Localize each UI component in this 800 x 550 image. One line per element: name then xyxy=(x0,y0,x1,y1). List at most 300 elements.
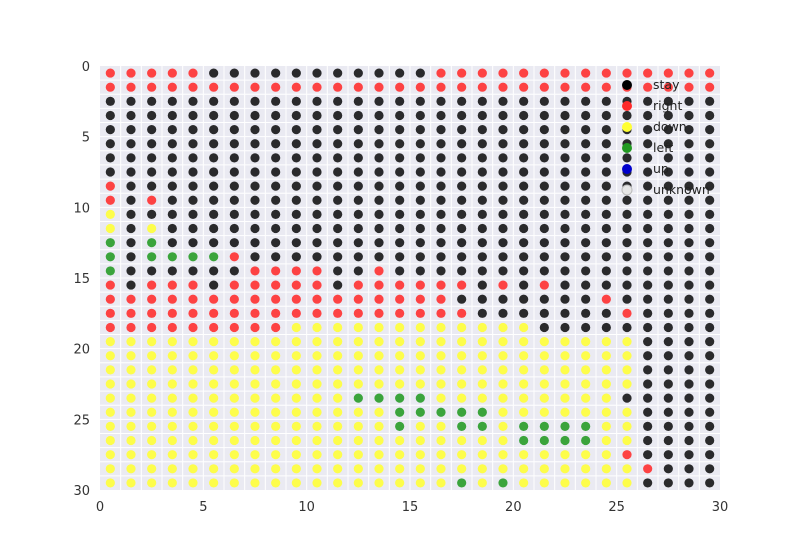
point-right xyxy=(354,280,363,289)
point-down xyxy=(147,365,156,374)
point-stay xyxy=(126,252,135,261)
point-down xyxy=(333,337,342,346)
point-stay xyxy=(292,153,301,162)
point-stay xyxy=(519,125,528,134)
point-stay xyxy=(333,139,342,148)
point-stay xyxy=(664,379,673,388)
point-stay xyxy=(250,196,259,205)
point-down xyxy=(188,379,197,388)
point-stay xyxy=(684,210,693,219)
point-right xyxy=(436,295,445,304)
point-stay xyxy=(354,167,363,176)
point-down xyxy=(416,478,425,487)
point-stay xyxy=(188,182,197,191)
point-stay xyxy=(622,238,631,247)
point-stay xyxy=(705,422,714,431)
point-right xyxy=(106,295,115,304)
point-stay xyxy=(664,309,673,318)
point-right xyxy=(209,295,218,304)
point-right xyxy=(168,280,177,289)
y-tick-label: 5 xyxy=(81,130,90,146)
point-stay xyxy=(602,238,611,247)
point-stay xyxy=(498,153,507,162)
point-stay xyxy=(498,196,507,205)
point-stay xyxy=(643,450,652,459)
point-stay xyxy=(395,252,404,261)
point-stay xyxy=(560,182,569,191)
point-down xyxy=(374,323,383,332)
point-stay xyxy=(230,111,239,120)
point-right xyxy=(436,280,445,289)
point-down xyxy=(540,450,549,459)
point-down xyxy=(333,408,342,417)
point-stay xyxy=(560,125,569,134)
point-down xyxy=(416,450,425,459)
point-right xyxy=(106,196,115,205)
point-stay xyxy=(250,210,259,219)
point-right xyxy=(292,309,301,318)
point-right xyxy=(643,83,652,92)
point-stay xyxy=(209,210,218,219)
point-stay xyxy=(374,111,383,120)
point-down xyxy=(106,478,115,487)
point-stay xyxy=(602,323,611,332)
point-stay xyxy=(664,196,673,205)
point-stay xyxy=(457,295,466,304)
point-stay xyxy=(602,309,611,318)
point-down xyxy=(602,450,611,459)
point-left xyxy=(354,394,363,403)
point-stay xyxy=(705,436,714,445)
point-stay xyxy=(126,238,135,247)
point-stay xyxy=(705,196,714,205)
point-left xyxy=(457,422,466,431)
point-stay xyxy=(354,97,363,106)
point-stay xyxy=(664,238,673,247)
point-stay xyxy=(498,238,507,247)
point-down xyxy=(271,464,280,473)
point-down xyxy=(333,379,342,388)
point-right xyxy=(250,323,259,332)
point-stay xyxy=(560,238,569,247)
point-stay xyxy=(436,210,445,219)
point-stay xyxy=(457,252,466,261)
point-right xyxy=(395,295,404,304)
x-tick-label: 0 xyxy=(95,500,105,515)
point-left xyxy=(395,422,404,431)
point-down xyxy=(312,422,321,431)
point-stay xyxy=(560,167,569,176)
point-down xyxy=(581,408,590,417)
point-down xyxy=(602,436,611,445)
point-down xyxy=(498,436,507,445)
x-tick-label: 25 xyxy=(608,500,625,515)
point-right xyxy=(168,295,177,304)
point-stay xyxy=(643,365,652,374)
point-stay xyxy=(209,238,218,247)
point-stay xyxy=(188,266,197,275)
point-stay xyxy=(395,153,404,162)
point-down xyxy=(312,450,321,459)
point-down xyxy=(436,450,445,459)
point-down xyxy=(271,408,280,417)
point-stay xyxy=(602,224,611,233)
point-down xyxy=(209,464,218,473)
point-right xyxy=(126,83,135,92)
point-left xyxy=(106,266,115,275)
point-left xyxy=(581,436,590,445)
point-stay xyxy=(478,125,487,134)
x-tick-label: 20 xyxy=(505,500,522,515)
point-stay xyxy=(540,182,549,191)
point-down xyxy=(312,464,321,473)
point-left xyxy=(416,394,425,403)
point-down xyxy=(333,351,342,360)
point-down xyxy=(209,394,218,403)
point-right xyxy=(312,83,321,92)
point-stay xyxy=(478,266,487,275)
point-stay xyxy=(292,125,301,134)
point-right xyxy=(374,309,383,318)
point-stay xyxy=(271,238,280,247)
point-down xyxy=(602,351,611,360)
point-down xyxy=(540,394,549,403)
point-stay xyxy=(374,252,383,261)
point-down xyxy=(168,379,177,388)
point-stay xyxy=(643,408,652,417)
point-stay xyxy=(684,97,693,106)
point-down xyxy=(622,365,631,374)
point-down xyxy=(416,323,425,332)
point-stay xyxy=(333,111,342,120)
point-right xyxy=(560,68,569,77)
point-down xyxy=(560,464,569,473)
point-right xyxy=(622,309,631,318)
point-stay xyxy=(168,125,177,134)
point-stay xyxy=(250,224,259,233)
point-down xyxy=(374,379,383,388)
point-stay xyxy=(271,252,280,261)
point-stay xyxy=(333,68,342,77)
point-down xyxy=(271,422,280,431)
point-right xyxy=(147,323,156,332)
point-right xyxy=(333,295,342,304)
point-down xyxy=(312,394,321,403)
point-stay xyxy=(209,68,218,77)
point-down xyxy=(519,464,528,473)
point-down xyxy=(581,478,590,487)
point-right xyxy=(147,295,156,304)
point-down xyxy=(230,351,239,360)
point-stay xyxy=(230,210,239,219)
point-down xyxy=(168,337,177,346)
point-stay xyxy=(374,210,383,219)
point-stay xyxy=(478,309,487,318)
point-stay xyxy=(436,125,445,134)
point-down xyxy=(250,365,259,374)
point-stay xyxy=(602,153,611,162)
point-down xyxy=(188,436,197,445)
point-stay xyxy=(312,97,321,106)
point-stay xyxy=(643,379,652,388)
point-stay xyxy=(478,210,487,219)
point-stay xyxy=(581,167,590,176)
point-stay xyxy=(478,182,487,191)
point-stay xyxy=(684,280,693,289)
point-down xyxy=(106,337,115,346)
point-down xyxy=(457,323,466,332)
point-left xyxy=(457,478,466,487)
point-stay xyxy=(560,196,569,205)
point-down xyxy=(478,394,487,403)
point-stay xyxy=(664,408,673,417)
point-stay xyxy=(374,125,383,134)
point-stay xyxy=(519,224,528,233)
point-stay xyxy=(560,323,569,332)
point-stay xyxy=(395,111,404,120)
point-down xyxy=(478,323,487,332)
point-stay xyxy=(333,182,342,191)
legend-marker-down xyxy=(622,122,632,132)
point-stay xyxy=(581,238,590,247)
point-stay xyxy=(622,111,631,120)
point-stay xyxy=(416,139,425,148)
point-down xyxy=(457,464,466,473)
point-stay xyxy=(540,153,549,162)
point-stay xyxy=(664,394,673,403)
point-stay xyxy=(560,153,569,162)
point-stay xyxy=(354,210,363,219)
point-stay xyxy=(705,323,714,332)
point-stay xyxy=(374,182,383,191)
point-stay xyxy=(560,224,569,233)
point-down xyxy=(147,408,156,417)
point-stay xyxy=(684,224,693,233)
point-stay xyxy=(643,337,652,346)
point-down xyxy=(581,394,590,403)
point-right xyxy=(498,280,507,289)
point-stay xyxy=(684,365,693,374)
point-stay xyxy=(581,97,590,106)
point-stay xyxy=(354,111,363,120)
point-stay xyxy=(436,153,445,162)
point-down xyxy=(519,394,528,403)
point-down xyxy=(581,337,590,346)
point-down xyxy=(602,337,611,346)
point-stay xyxy=(643,309,652,318)
point-right xyxy=(230,309,239,318)
point-stay xyxy=(540,323,549,332)
point-stay xyxy=(705,379,714,388)
point-right xyxy=(540,83,549,92)
point-stay xyxy=(395,182,404,191)
point-down xyxy=(374,422,383,431)
point-down xyxy=(478,450,487,459)
point-stay xyxy=(498,182,507,191)
point-stay xyxy=(581,280,590,289)
point-down xyxy=(126,436,135,445)
point-right xyxy=(188,323,197,332)
point-down xyxy=(168,422,177,431)
point-down xyxy=(416,464,425,473)
point-right xyxy=(354,83,363,92)
point-stay xyxy=(333,153,342,162)
point-down xyxy=(602,394,611,403)
point-stay xyxy=(230,139,239,148)
point-stay xyxy=(106,111,115,120)
point-down xyxy=(312,379,321,388)
point-down xyxy=(168,436,177,445)
point-stay xyxy=(333,125,342,134)
point-left xyxy=(209,252,218,261)
y-tick-label: 20 xyxy=(73,342,90,358)
point-stay xyxy=(602,196,611,205)
point-stay xyxy=(333,266,342,275)
point-left xyxy=(436,408,445,417)
point-stay xyxy=(602,167,611,176)
point-stay xyxy=(374,238,383,247)
point-stay xyxy=(622,394,631,403)
point-down xyxy=(250,351,259,360)
legend-marker-stay xyxy=(622,80,632,90)
point-stay xyxy=(478,252,487,261)
point-stay xyxy=(581,266,590,275)
point-stay xyxy=(684,478,693,487)
point-right xyxy=(684,83,693,92)
point-stay xyxy=(333,280,342,289)
point-right xyxy=(106,68,115,77)
point-stay xyxy=(457,153,466,162)
point-stay xyxy=(540,224,549,233)
point-stay xyxy=(684,422,693,431)
point-stay xyxy=(395,97,404,106)
point-stay xyxy=(581,111,590,120)
point-down xyxy=(622,436,631,445)
point-down xyxy=(622,478,631,487)
point-right xyxy=(354,295,363,304)
point-down xyxy=(395,351,404,360)
point-right xyxy=(188,295,197,304)
point-stay xyxy=(498,139,507,148)
point-stay xyxy=(684,238,693,247)
point-down xyxy=(333,464,342,473)
point-down xyxy=(147,224,156,233)
point-down xyxy=(478,337,487,346)
point-stay xyxy=(188,196,197,205)
point-stay xyxy=(478,97,487,106)
point-right xyxy=(168,323,177,332)
point-down xyxy=(622,379,631,388)
point-stay xyxy=(540,266,549,275)
y-tick-label: 0 xyxy=(81,60,90,75)
point-left xyxy=(478,422,487,431)
point-right xyxy=(292,83,301,92)
point-left xyxy=(519,422,528,431)
point-down xyxy=(333,323,342,332)
point-down xyxy=(622,351,631,360)
point-down xyxy=(126,394,135,403)
point-stay xyxy=(271,153,280,162)
point-down xyxy=(106,450,115,459)
point-stay xyxy=(168,224,177,233)
point-stay xyxy=(354,224,363,233)
point-down xyxy=(560,408,569,417)
point-right xyxy=(168,83,177,92)
point-down xyxy=(209,365,218,374)
point-right xyxy=(416,83,425,92)
point-right xyxy=(519,83,528,92)
point-stay xyxy=(416,97,425,106)
point-stay xyxy=(292,252,301,261)
point-down xyxy=(147,450,156,459)
point-right xyxy=(106,323,115,332)
point-right xyxy=(147,68,156,77)
point-stay xyxy=(147,97,156,106)
x-tick-label: 30 xyxy=(711,500,729,515)
point-down xyxy=(519,379,528,388)
point-down xyxy=(354,450,363,459)
point-down xyxy=(498,323,507,332)
point-stay xyxy=(705,295,714,304)
point-stay xyxy=(188,125,197,134)
point-down xyxy=(292,351,301,360)
point-right xyxy=(478,83,487,92)
point-stay xyxy=(705,280,714,289)
point-stay xyxy=(622,252,631,261)
point-down xyxy=(292,408,301,417)
point-stay xyxy=(250,68,259,77)
point-stay xyxy=(333,210,342,219)
point-stay xyxy=(705,97,714,106)
point-down xyxy=(312,365,321,374)
point-stay xyxy=(230,238,239,247)
point-down xyxy=(560,351,569,360)
point-stay xyxy=(354,139,363,148)
point-down xyxy=(230,337,239,346)
point-stay xyxy=(312,238,321,247)
point-right xyxy=(519,68,528,77)
point-stay xyxy=(498,111,507,120)
point-right xyxy=(188,83,197,92)
point-stay xyxy=(230,196,239,205)
point-stay xyxy=(312,153,321,162)
point-right xyxy=(312,266,321,275)
point-down xyxy=(106,351,115,360)
point-stay xyxy=(250,97,259,106)
point-down xyxy=(168,464,177,473)
point-left xyxy=(457,408,466,417)
point-down xyxy=(581,379,590,388)
point-right xyxy=(333,309,342,318)
point-stay xyxy=(705,153,714,162)
point-stay xyxy=(664,337,673,346)
point-down xyxy=(126,478,135,487)
x-tick-label: 10 xyxy=(298,500,315,515)
point-down xyxy=(147,422,156,431)
point-right xyxy=(126,68,135,77)
point-stay xyxy=(684,323,693,332)
point-stay xyxy=(147,167,156,176)
point-stay xyxy=(519,111,528,120)
point-down xyxy=(602,408,611,417)
point-stay xyxy=(643,238,652,247)
point-stay xyxy=(560,210,569,219)
y-tick-label: 10 xyxy=(73,201,90,217)
point-stay xyxy=(664,266,673,275)
point-down xyxy=(126,351,135,360)
point-down xyxy=(374,464,383,473)
point-stay xyxy=(457,97,466,106)
